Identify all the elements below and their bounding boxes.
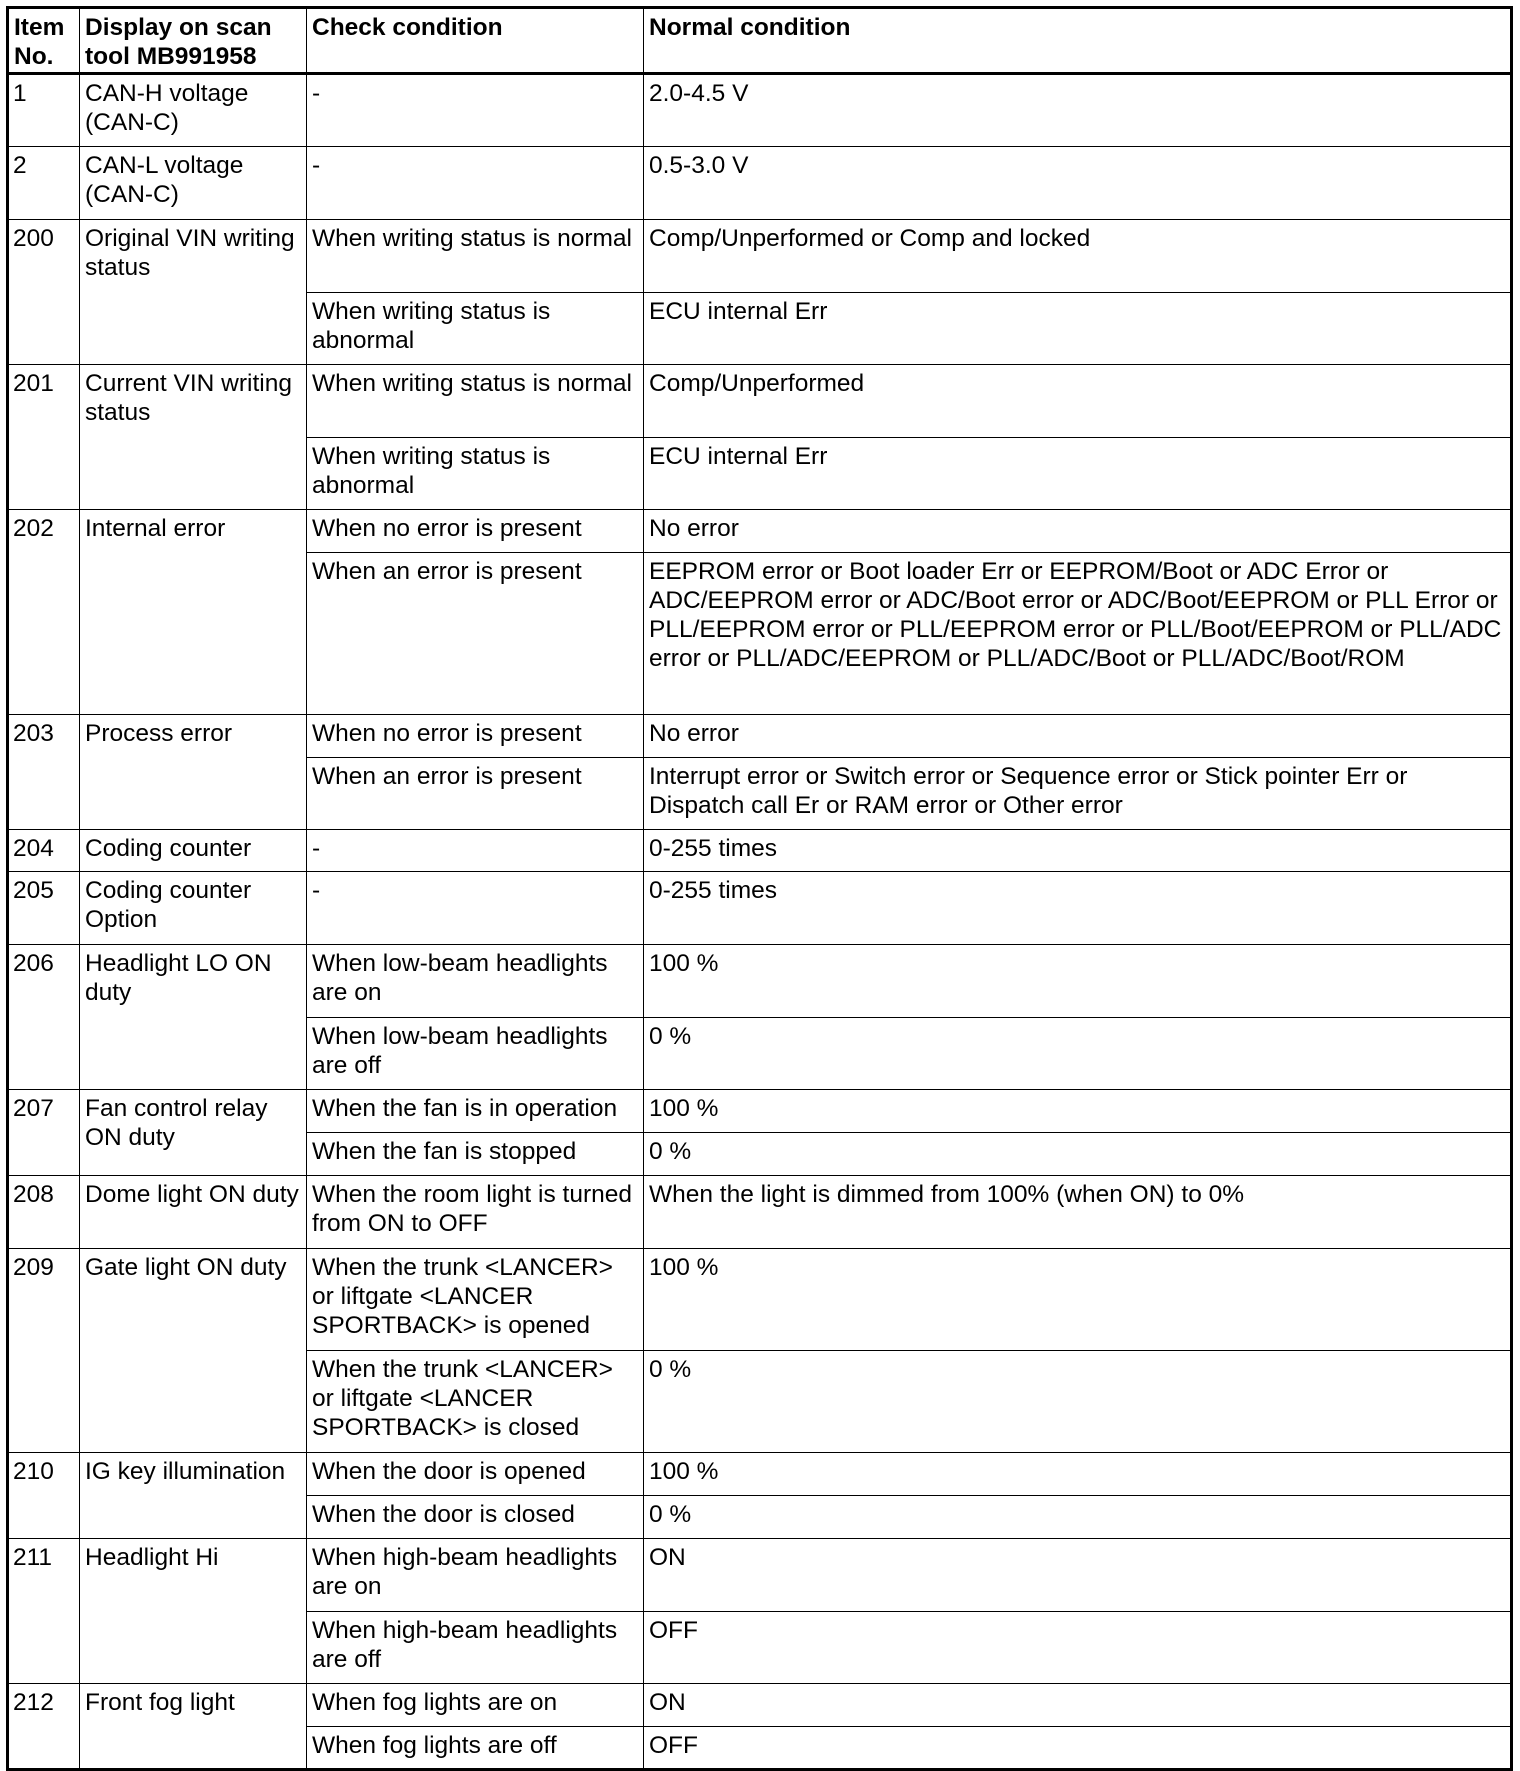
check-condition-cell: When writing status is normal (307, 365, 644, 438)
display-item-cell: Coding counter (80, 830, 307, 872)
display-item-cell: Gate light ON duty (80, 1249, 307, 1453)
normal-condition-cell: OFF (644, 1727, 1512, 1770)
item-number-cell: 1 (8, 74, 80, 147)
check-condition-cell: When the door is opened (307, 1453, 644, 1496)
check-condition-cell: - (307, 74, 644, 147)
table-row (8, 872, 1512, 945)
check-condition-cell: When fog lights are on (307, 1684, 644, 1727)
table-row (8, 830, 1512, 872)
normal-condition-cell: 0-255 times (644, 872, 1512, 945)
check-condition-cell: When low-beam headlights are off (307, 1018, 644, 1090)
normal-condition-cell: Comp/Unperformed or Comp and locked (644, 220, 1512, 293)
normal-condition-cell: ECU internal Err (644, 293, 1512, 365)
header-row (8, 8, 1512, 74)
normal-condition-cell: ECU internal Err (644, 438, 1512, 510)
display-item-cell: Headlight Hi (80, 1539, 307, 1684)
table-row (8, 1453, 1512, 1496)
normal-condition-cell: Comp/Unperformed (644, 365, 1512, 438)
display-item-cell: Front fog light (80, 1684, 307, 1770)
check-condition-cell: When writing status is abnormal (307, 293, 644, 365)
item-number-cell: 211 (8, 1539, 80, 1684)
display-item-cell: CAN-L voltage (CAN-C) (80, 147, 307, 220)
item-number-cell: 202 (8, 510, 80, 715)
item-number-cell: 205 (8, 872, 80, 945)
item-number-cell: 203 (8, 715, 80, 830)
check-condition-cell: When the room light is turned from ON to OFF (307, 1176, 644, 1249)
display-item-cell: Process error (80, 715, 307, 830)
table-row (8, 510, 1512, 553)
table-body (8, 74, 1512, 1770)
check-condition-cell: When low-beam headlights are on (307, 945, 644, 1018)
table-row (8, 365, 1512, 438)
check-condition-cell: When high-beam headlights are on (307, 1539, 644, 1612)
header-item-no: Item No. (8, 8, 80, 74)
header-check-condition: Check condition (307, 8, 644, 74)
check-condition-cell: When the trunk <LANCER> or liftgate <LANCER SPORTBACK> is closed (307, 1351, 644, 1453)
item-number-cell: 2 (8, 147, 80, 220)
normal-condition-cell: 0-255 times (644, 830, 1512, 872)
display-item-cell: Original VIN writing status (80, 220, 307, 365)
check-condition-cell: When high-beam headlights are off (307, 1612, 644, 1684)
normal-condition-cell: 0 % (644, 1018, 1512, 1090)
item-number-cell: 200 (8, 220, 80, 365)
check-condition-cell: When writing status is normal (307, 220, 644, 293)
check-condition-cell: When no error is present (307, 510, 644, 553)
display-item-cell: Coding counter Option (80, 872, 307, 945)
check-condition-cell: - (307, 872, 644, 945)
item-number-cell: 210 (8, 1453, 80, 1539)
normal-condition-cell: When the light is dimmed from 100% (when ON) to 0% (644, 1176, 1512, 1249)
table-row (8, 1090, 1512, 1133)
normal-condition-cell: 100 % (644, 1090, 1512, 1133)
display-item-cell: IG key illumination (80, 1453, 307, 1539)
check-condition-cell: When an error is present (307, 553, 644, 715)
normal-condition-cell: 0 % (644, 1351, 1512, 1453)
display-item-cell: Dome light ON duty (80, 1176, 307, 1249)
normal-condition-cell: EEPROM error or Boot loader Err or EEPROM/Boot or ADC Error or ADC/EEPROM error or ADC/Boot error or ADC/Boot/EEPROM or PLL Error or PLL/EEPROM error or PLL/EEPROM error or PLL/Boot/EEPROM or PLL/ADC error or PLL/ADC/EEPROM or PLL/ADC/Boot or PLL/ADC/Boot/ROM (644, 553, 1512, 715)
item-number-cell: 212 (8, 1684, 80, 1770)
check-condition-cell: When writing status is abnormal (307, 438, 644, 510)
display-item-cell: Internal error (80, 510, 307, 715)
data-list-table (6, 6, 1513, 1771)
normal-condition-cell: 100 % (644, 1249, 1512, 1351)
display-item-cell: CAN-H voltage (CAN-C) (80, 74, 307, 147)
item-number-cell: 207 (8, 1090, 80, 1176)
check-condition-cell: When the door is closed (307, 1496, 644, 1539)
table-row (8, 147, 1512, 220)
item-number-cell: 209 (8, 1249, 80, 1453)
normal-condition-cell: No error (644, 715, 1512, 758)
item-number-cell: 204 (8, 830, 80, 872)
header-display: Display on scan tool MB991958 (80, 8, 307, 74)
normal-condition-cell: ON (644, 1539, 1512, 1612)
check-condition-cell: - (307, 830, 644, 872)
item-number-cell: 206 (8, 945, 80, 1090)
header-normal-condition: Normal condition (644, 8, 1512, 74)
normal-condition-cell: No error (644, 510, 1512, 553)
check-condition-cell: When fog lights are off (307, 1727, 644, 1770)
check-condition-cell: When the fan is stopped (307, 1133, 644, 1176)
normal-condition-cell: 0 % (644, 1496, 1512, 1539)
normal-condition-cell: 100 % (644, 1453, 1512, 1496)
item-number-cell: 208 (8, 1176, 80, 1249)
normal-condition-cell: OFF (644, 1612, 1512, 1684)
table-row (8, 1684, 1512, 1727)
table-row (8, 945, 1512, 1018)
display-item-cell: Headlight LO ON duty (80, 945, 307, 1090)
table-row (8, 1176, 1512, 1249)
display-item-cell: Fan control relay ON duty (80, 1090, 307, 1176)
check-condition-cell: When no error is present (307, 715, 644, 758)
table-row (8, 1539, 1512, 1612)
check-condition-cell: When the fan is in operation (307, 1090, 644, 1133)
normal-condition-cell: ON (644, 1684, 1512, 1727)
table-row (8, 220, 1512, 293)
normal-condition-cell: Interrupt error or Switch error or Sequence error or Stick pointer Err or Dispatch call Er or RAM error or Other error (644, 758, 1512, 830)
check-condition-cell: When the trunk <LANCER> or liftgate <LANCER SPORTBACK> is opened (307, 1249, 644, 1351)
normal-condition-cell: 100 % (644, 945, 1512, 1018)
table-row (8, 74, 1512, 147)
item-number-cell: 201 (8, 365, 80, 510)
normal-condition-cell: 2.0-4.5 V (644, 74, 1512, 147)
check-condition-cell: - (307, 147, 644, 220)
normal-condition-cell: 0.5-3.0 V (644, 147, 1512, 220)
check-condition-cell: When an error is present (307, 758, 644, 830)
normal-condition-cell: 0 % (644, 1133, 1512, 1176)
table-row (8, 1249, 1512, 1351)
display-item-cell: Current VIN writing status (80, 365, 307, 510)
table-row (8, 715, 1512, 758)
